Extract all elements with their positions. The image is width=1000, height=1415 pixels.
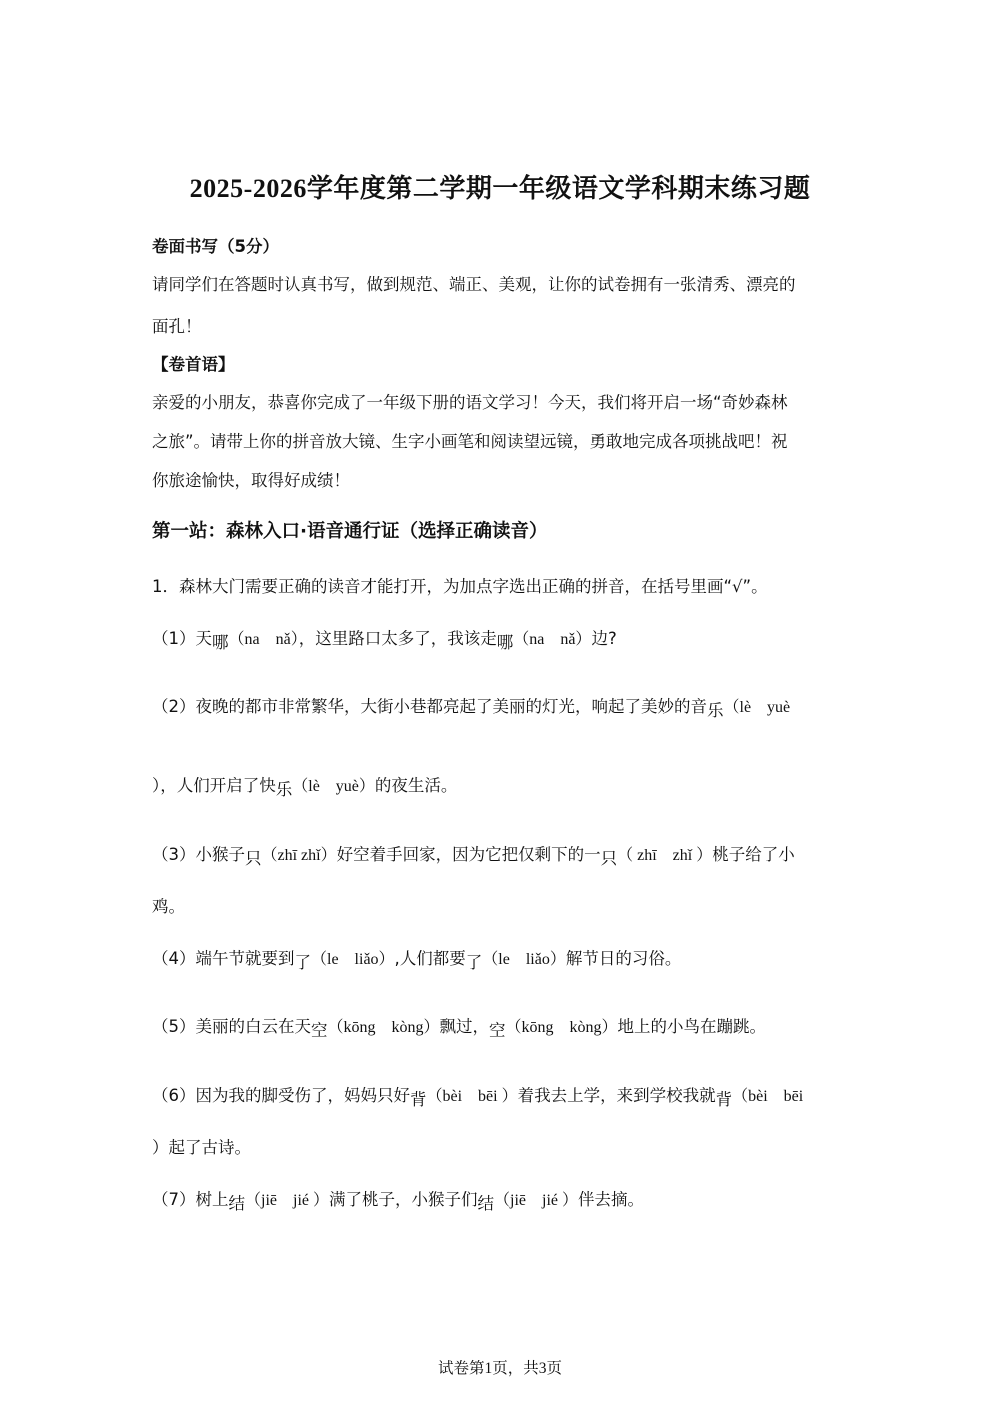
preface-heading: 【卷首语】: [152, 355, 235, 374]
pinyin-options: （kōng kòng）: [327, 1019, 440, 1036]
pinyin-options: （ zhī zhǐ ）: [617, 847, 713, 864]
neatness-text-line-2: 面孔！: [152, 317, 202, 336]
question-1-prompt: 1．森林大门需要正确的读音才能打开，为加点字选出正确的拼音，在括号里画“√”。: [152, 577, 768, 596]
question-item-continued: ）起了古诗。: [152, 1138, 251, 1157]
preface-text-line-3: 你旅途愉快，取得好成绩！: [152, 471, 350, 490]
pinyin-options: （le liǎo）: [482, 951, 566, 968]
pinyin-options: （zhī zhǐ）: [261, 847, 337, 864]
dotted-character: 空: [489, 1021, 506, 1040]
pinyin-options: （na nǎ）: [513, 631, 592, 648]
dotted-character: 只: [600, 849, 618, 868]
dotted-character: 背: [410, 1090, 427, 1109]
question-item: （1）天哪（na nǎ），这里路口太多了，我该走哪（na nǎ）边?: [152, 629, 617, 652]
question-item: （2）夜晚的都市非常繁华，大街小巷都亮起了美丽的灯光，响起了美妙的音乐（lè yuè: [152, 697, 791, 720]
page-title: 2025-2026学年度第二学期一年级语文学科期末练习题: [189, 174, 811, 203]
dotted-character: 只: [245, 849, 262, 868]
pinyin-options: （lè yuè）: [292, 778, 375, 795]
dotted-character: 了: [294, 953, 311, 972]
dotted-character: 背: [715, 1090, 733, 1109]
pinyin-options: （bèi bēi: [732, 1088, 804, 1105]
pinyin-options: （lè yuè: [723, 699, 791, 716]
dotted-character: 哪: [212, 633, 229, 652]
neatness-heading: 卷面书写（5分）: [152, 237, 279, 256]
pinyin-options: （kōng kòng）: [505, 1019, 618, 1036]
dotted-character: 结: [228, 1194, 245, 1213]
dotted-character: 哪: [496, 633, 514, 652]
question-item: （7）树上结（jiē jié ）满了桃子，小猴子们结（jiē jié ）伴去摘。: [152, 1190, 644, 1213]
question-item: （6）因为我的脚受伤了，妈妈只好背（bèi bēi ）着我去上学，来到学校我就背（bèi bēi: [152, 1086, 804, 1109]
pinyin-options: （jiē jié ）: [245, 1192, 329, 1209]
dotted-character: 空: [311, 1021, 328, 1040]
page-footer: 试卷第1页，共3页: [437, 1360, 562, 1377]
question-item-continued: ），人们开启了快乐（lè yuè）的夜生活。: [152, 776, 458, 799]
dotted-character: 乐: [275, 780, 293, 799]
pinyin-options: （le liǎo）: [311, 951, 395, 968]
section-1-heading: 第一站：森林入口·语音通行证（选择正确读音）: [152, 521, 548, 542]
pinyin-options: （na nǎ）: [228, 631, 299, 648]
question-item: （5）美丽的白云在天空（kōng kòng）飘过，空（kōng kòng）地上的小鸟在蹦跳。: [152, 1017, 767, 1040]
pinyin-options: （bèi bēi ）: [426, 1088, 518, 1105]
preface-text-line-2: 之旅”。请带上你的拼音放大镜、生字小画笔和阅读望远镜，勇敢地完成各项挑战吧！祝: [152, 432, 788, 451]
question-item-continued: 鸡。: [152, 897, 185, 916]
question-item: （4）端午节就要到了（le liǎo）,人们都要了（le liǎo）解节日的习俗。: [152, 949, 682, 972]
neatness-text-line-1: 请同学们在答题时认真书写，做到规范、端正、美观，让你的试卷拥有一张清秀、漂亮的: [152, 275, 796, 294]
pinyin-options: （jiē jié ）: [494, 1192, 578, 1209]
dotted-character: 结: [477, 1194, 494, 1213]
dotted-character: 了: [465, 953, 483, 972]
dotted-character: 乐: [707, 701, 724, 720]
preface-text-line-1: 亲爱的小朋友，恭喜你完成了一年级下册的语文学习！今天，我们将开启一场“奇妙森林: [152, 393, 788, 412]
question-item: （3）小猴子只（zhī zhǐ）好空着手回家，因为它把仅剩下的一只（ zhī zhǐ ）桃子给了小: [152, 845, 795, 868]
